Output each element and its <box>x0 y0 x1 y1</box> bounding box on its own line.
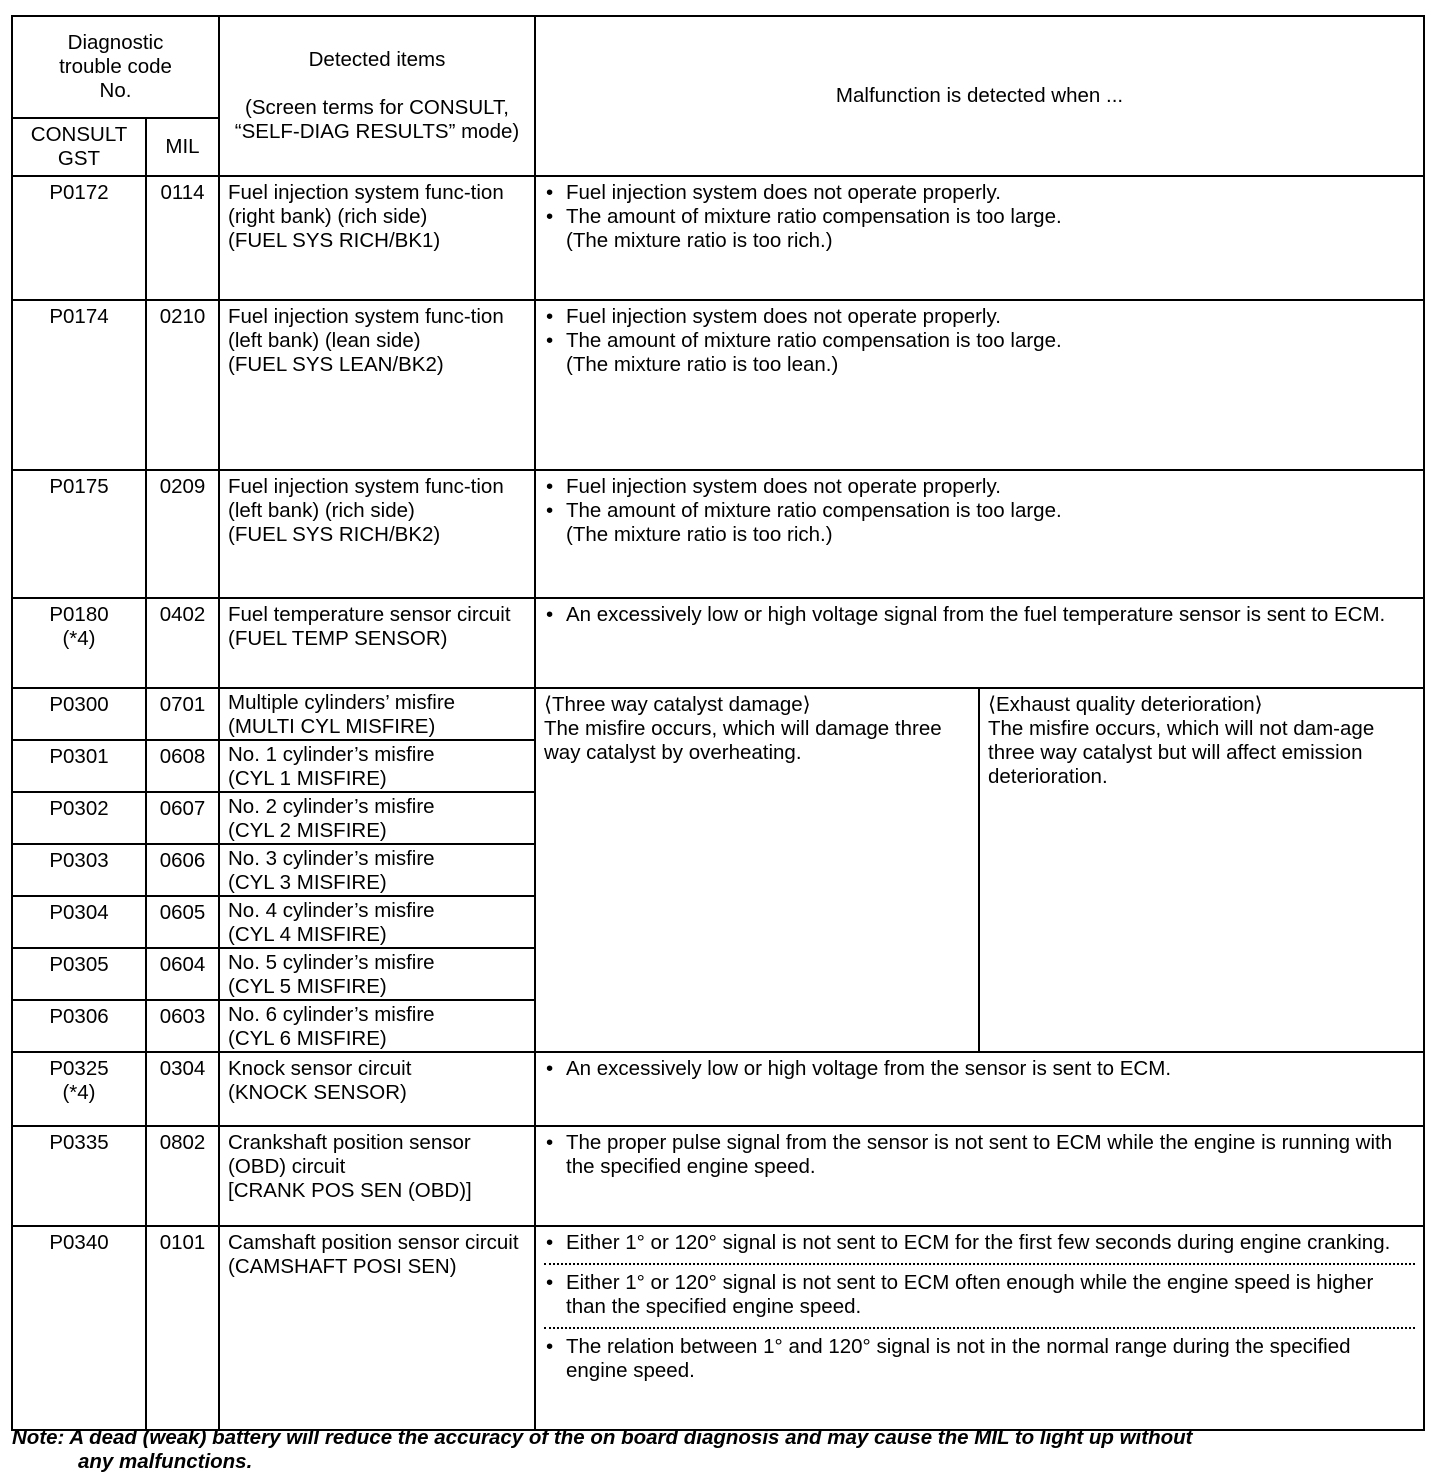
header-row-top <box>12 16 1424 118</box>
dtc-code: P0174 <box>49 305 109 328</box>
detected-item-cell <box>219 896 535 948</box>
consult-gst-header: CONSULT GST <box>12 118 146 176</box>
screen-term: (MULTI CYL MISFIRE) <box>228 715 436 738</box>
screen-term: (CYL 5 MISFIRE) <box>228 975 387 998</box>
screen-term: (CYL 4 MISFIRE) <box>228 923 387 946</box>
table-row <box>12 1052 1424 1126</box>
code-cell <box>12 1052 146 1126</box>
screen-term: (CYL 2 MISFIRE) <box>228 819 387 842</box>
code-cell <box>12 300 146 470</box>
bullet-item: • The amount of mixture ratio compensation is too large. <box>544 205 1415 229</box>
detected-item-cell <box>219 844 535 896</box>
mil-code: 0603 <box>146 1000 219 1052</box>
bullet-item: • An excessively low or high voltage signal from the fuel temperature sensor is sent to ECM. <box>544 603 1415 627</box>
note-text: A dead (weak) battery will reduce the accuracy of the on board diagnosis and may cause the MIL to light up without <box>69 1426 1193 1449</box>
mil-code: 0605 <box>146 896 219 948</box>
dtc-code: P0304 <box>12 896 146 948</box>
detected-item-cell <box>219 300 535 470</box>
malfunction-header: Malfunction is detected when ... <box>535 16 1424 176</box>
exhaust-quality-title: ⟨Exhaust quality deterioration⟩ <box>988 693 1263 716</box>
table-row <box>12 598 1424 688</box>
dtc-code: P0303 <box>12 844 146 896</box>
bullet-item: • Fuel injection system does not operate properly. <box>544 181 1415 205</box>
condition-segment <box>544 1231 1415 1263</box>
code-cell <box>12 176 146 300</box>
extra-note: (The mixture ratio is too rich.) <box>566 523 833 546</box>
mil-code: 0114 <box>146 176 219 300</box>
detected-item-cell <box>219 470 535 598</box>
note-continuation: any malfunctions. <box>78 1450 253 1473</box>
screen-term: (FUEL SYS RICH/BK1) <box>228 229 441 252</box>
screen-term: (KNOCK SENSOR) <box>228 1081 407 1104</box>
item-text: No. 4 cylinder’s misfire <box>228 899 435 922</box>
mil-code: 0304 <box>146 1052 219 1126</box>
bullet-item: • Either 1° or 120° signal is not sent to ECM often enough while the engine speed is higher than the specified engine speed. <box>544 1271 1415 1319</box>
code-note: (*4) <box>62 1081 96 1104</box>
malfunction-cell <box>535 470 1424 598</box>
table-row <box>12 1126 1424 1226</box>
code-cell <box>12 598 146 688</box>
bullet-item: • Either 1° or 120° signal is not sent to ECM for the first few seconds during engine cranking. <box>544 1231 1415 1255</box>
catalyst-damage-cell <box>535 688 979 1052</box>
item-text: Camshaft position sensor circuit <box>228 1231 519 1254</box>
detected-item-cell <box>219 1226 535 1430</box>
dtc-code: P0340 <box>12 1226 146 1430</box>
detected-item-cell <box>219 176 535 300</box>
bullet-item: • The relation between 1° and 120° signal is not in the normal range during the specified engine speed. <box>544 1335 1415 1383</box>
dtc-code: P0302 <box>12 792 146 844</box>
table-row <box>12 1226 1424 1430</box>
bullet-item: • Fuel injection system does not operate properly. <box>544 475 1415 499</box>
malfunction-cell <box>535 300 1424 470</box>
footnote <box>12 1426 1428 1474</box>
bullet-item: • Fuel injection system does not operate properly. <box>544 305 1415 329</box>
screen-term: (CAMSHAFT POSI SEN) <box>228 1255 457 1278</box>
malfunction-cell <box>535 1052 1424 1126</box>
exhaust-quality-cell <box>979 688 1424 1052</box>
mil-code: 0210 <box>146 300 219 470</box>
mil-code: 0606 <box>146 844 219 896</box>
screen-terms-label: (Screen terms for CONSULT, “SELF-DIAG RESULTS” mode) <box>234 96 520 143</box>
dtc-code: P0172 <box>49 181 109 204</box>
item-text: Fuel temperature sensor circuit <box>228 603 511 626</box>
detected-item-cell <box>219 1126 535 1226</box>
table-row <box>12 300 1424 470</box>
detected-items-label: Detected items <box>308 48 446 71</box>
mil-header: MIL <box>146 118 219 176</box>
item-text: No. 5 cylinder’s misfire <box>228 951 435 974</box>
bullet-item: • An excessively low or high voltage from the sensor is sent to ECM. <box>544 1057 1415 1081</box>
malfunction-cell <box>535 598 1424 688</box>
dtc-code: P0325 <box>49 1057 109 1080</box>
detected-item-cell <box>219 948 535 1000</box>
dtc-code: P0301 <box>12 740 146 792</box>
catalyst-damage-title: ⟨Three way catalyst damage⟩ <box>544 693 811 716</box>
item-text: Fuel injection system func-tion (right bank) (rich side) <box>228 181 504 228</box>
screen-term: (CYL 1 MISFIRE) <box>228 767 387 790</box>
detected-item-cell <box>219 740 535 792</box>
note-label: Note: <box>12 1426 65 1449</box>
dtc-code: P0175 <box>49 475 109 498</box>
code-cell <box>12 470 146 598</box>
mil-code: 0402 <box>146 598 219 688</box>
item-text: Knock sensor circuit <box>228 1057 412 1080</box>
extra-note: (The mixture ratio is too lean.) <box>566 353 839 376</box>
screen-term: (FUEL TEMP SENSOR) <box>228 627 448 650</box>
malfunction-cell <box>535 1126 1424 1226</box>
bullet-item: • The proper pulse signal from the sensor is not sent to ECM while the engine is running with the specified engine speed. <box>544 1131 1415 1179</box>
code-note: (*4) <box>62 627 96 650</box>
mil-code: 0604 <box>146 948 219 1000</box>
table-row <box>12 688 1424 740</box>
condition-segment <box>544 1327 1415 1391</box>
dtc-code: P0180 <box>49 603 109 626</box>
dtc-code: P0306 <box>12 1000 146 1052</box>
table-row <box>12 176 1424 300</box>
dtc-no-header: Diagnostic trouble code No. <box>12 16 219 118</box>
item-text: Fuel injection system func-tion (left bank) (rich side) <box>228 475 504 522</box>
extra-note: (The mixture ratio is too rich.) <box>566 229 833 252</box>
dtc-table <box>11 15 1425 1431</box>
screen-term: (CYL 6 MISFIRE) <box>228 1027 387 1050</box>
bullet-item: • The amount of mixture ratio compensation is too large. <box>544 499 1415 523</box>
detected-item-cell <box>219 688 535 740</box>
detected-item-cell <box>219 1052 535 1126</box>
detected-item-cell <box>219 792 535 844</box>
item-text: No. 6 cylinder’s misfire <box>228 1003 435 1026</box>
table-row <box>12 470 1424 598</box>
catalyst-damage-text: The misfire occurs, which will damage three way catalyst by overheating. <box>544 717 942 764</box>
item-text: Multiple cylinders’ misfire <box>228 691 456 714</box>
mil-code: 0209 <box>146 470 219 598</box>
mil-code: 0608 <box>146 740 219 792</box>
malfunction-cell <box>535 176 1424 300</box>
mil-code: 0802 <box>146 1126 219 1226</box>
condition-segment <box>544 1263 1415 1327</box>
item-text: Crankshaft position sensor (OBD) circuit <box>228 1131 471 1178</box>
bullet-item: • The amount of mixture ratio compensation is too large. <box>544 329 1415 353</box>
item-text: Fuel injection system func-tion (left bank) (lean side) <box>228 305 504 352</box>
screen-term: [CRANK POS SEN (OBD)] <box>228 1179 472 1202</box>
mil-code: 0607 <box>146 792 219 844</box>
exhaust-quality-text: The misfire occurs, which will not dam-age three way catalyst but will affect emission deterioration. <box>988 717 1375 788</box>
item-text: No. 3 cylinder’s misfire <box>228 847 435 870</box>
item-text: No. 1 cylinder’s misfire <box>228 743 435 766</box>
dtc-code: P0305 <box>12 948 146 1000</box>
item-text: No. 2 cylinder’s misfire <box>228 795 435 818</box>
detected-item-cell <box>219 1000 535 1052</box>
detected-items-header <box>219 16 535 176</box>
screen-term: (FUEL SYS LEAN/BK2) <box>228 353 444 376</box>
mil-code: 0101 <box>146 1226 219 1430</box>
screen-term: (FUEL SYS RICH/BK2) <box>228 523 441 546</box>
dtc-code: P0300 <box>12 688 146 740</box>
dtc-code: P0335 <box>12 1126 146 1226</box>
malfunction-cell <box>535 1226 1424 1430</box>
screen-term: (CYL 3 MISFIRE) <box>228 871 387 894</box>
detected-item-cell <box>219 598 535 688</box>
mil-code: 0701 <box>146 688 219 740</box>
